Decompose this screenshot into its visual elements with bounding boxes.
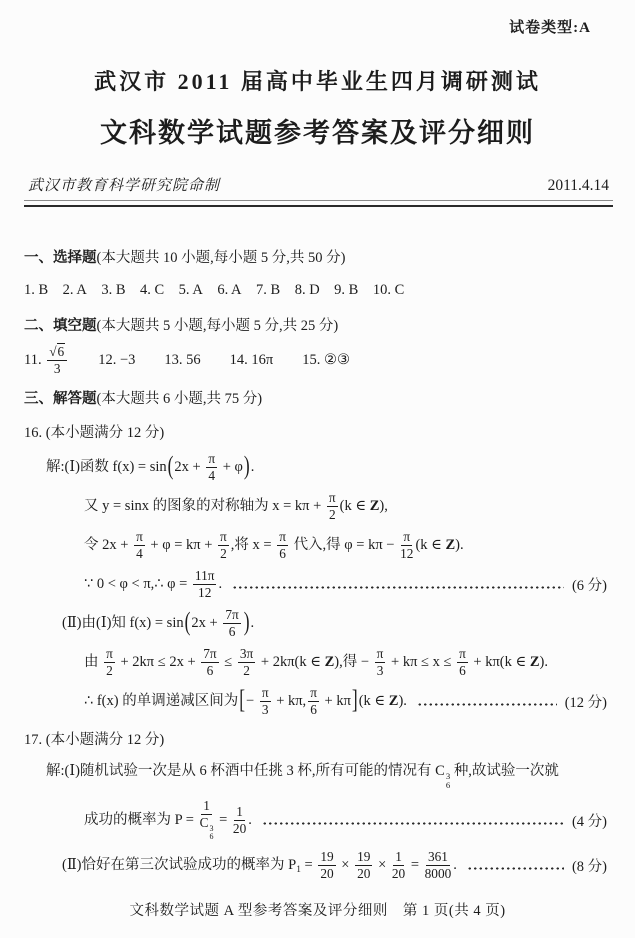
fraction (218, 530, 229, 561)
divider-thin-rule (24, 200, 613, 201)
answer-key-title: 文科数学试题参考答案及评分细则 (100, 118, 535, 148)
answer-line (0, 491, 635, 522)
big-delimiter: ( (167, 449, 174, 480)
dot-leader (467, 866, 564, 871)
numerator: π (279, 529, 286, 544)
line-content: (Ⅱ)由(Ⅰ)知 f(x) = sin(2x + $\frac{7\pi}{6}$ ). (62, 605, 255, 639)
fraction (104, 647, 115, 678)
answer-line (0, 449, 635, 483)
bold-text: 三、解答题 (24, 390, 97, 407)
answer-line (0, 243, 635, 269)
numerator: π (403, 529, 411, 544)
answer-body (0, 243, 635, 881)
line-content: 二、填空题(本大题共 5 小题,每小题 5 分,共 25 分) (24, 317, 339, 334)
line-content: 一、选择题(本大题共 10 小题,每小题 5 分,共 50 分) (24, 249, 346, 266)
numerator: 1 (203, 798, 210, 814)
fraction (193, 569, 217, 600)
answer-line (0, 725, 635, 751)
score-label: (8 分) (571, 859, 607, 876)
fraction (327, 491, 338, 522)
denominator: 20 (232, 821, 247, 837)
bold-text: Z (388, 692, 399, 709)
answer-line (0, 530, 635, 561)
bold-text: Z (324, 653, 335, 670)
issuer-label: 武汉市教育科学研究院命制 (28, 178, 221, 194)
numerator (47, 345, 67, 361)
line-content: 又 y = sinx 的图象的对称轴为 x = kπ + $\frac{\pi}{2}$ (k ∈ Z), (84, 490, 388, 522)
answer-line (0, 311, 635, 337)
subscript: 1 (296, 865, 301, 876)
big-delimiter: ( (184, 605, 191, 636)
numerator: π (208, 451, 216, 466)
fraction (308, 686, 319, 717)
line-content: 16. (本小题满分 12 分) (24, 424, 165, 441)
exam-title: 武汉市 2011 届高中毕业生四月调研测试 (94, 69, 541, 94)
denominator: 20 (357, 866, 371, 882)
bold-text: Z (529, 653, 540, 670)
line-content: 三、解答题(本大题共 6 小题,共 75 分) (24, 390, 263, 407)
score-label: (6 分) (571, 578, 607, 594)
numerator: π (106, 646, 113, 661)
fraction (457, 647, 468, 678)
line-content: (Ⅱ)恰好在第三次试验成功的概率为 $P_1$ = $\frac{19}{20}$ × $\frac{19}{20}$ × $\frac{1}{20}$ = $\frac{361}{8000}$ . (62, 849, 457, 882)
bold-text: 一、选择题 (24, 249, 97, 266)
numerator: 361 (427, 849, 448, 865)
numerator: π (328, 490, 336, 505)
fraction (134, 530, 145, 561)
line-content: 成功的概率为 P = 1 C 3 6 = $\frac{1}{20}$ . (84, 798, 252, 842)
score-label: (4 分) (571, 814, 607, 831)
bold-text: Z (369, 497, 380, 514)
fraction (260, 686, 271, 717)
sup-sub-stack: 3 6 (445, 770, 451, 791)
numerator: π (310, 685, 317, 700)
big-delimiter: ) (243, 605, 250, 636)
denominator: 20 (391, 866, 406, 882)
denominator: 6 (279, 546, 286, 561)
denominator: 2 (220, 546, 227, 561)
fraction (206, 452, 217, 483)
denominator: 3 (376, 663, 384, 678)
line-content: 令 2x + $\frac{\pi}{4}$ + φ = kπ + $\frac{\pi}{2}$ ,将 x = $\frac{\pi}{6}$ 代入,得 φ = kπ − $\frac{\pi}{12}$ (k ∈ Z). (84, 529, 464, 561)
denominator: 2 (106, 663, 113, 678)
dot-leader (417, 702, 557, 707)
bold-text: 二、填空题 (24, 317, 97, 334)
fraction (355, 850, 372, 881)
denominator: C 3 6 (199, 815, 214, 842)
fraction (375, 647, 386, 678)
answer-line (0, 384, 635, 410)
denominator: 4 (208, 468, 216, 483)
fraction (425, 850, 452, 881)
date-label: 2011.4.14 (547, 177, 609, 194)
sup-sub-stack: 3 6 (209, 823, 214, 842)
numerator: π (136, 529, 143, 544)
fraction (238, 647, 255, 678)
denominator: 12 (400, 546, 414, 561)
denominator: 6 (310, 702, 317, 717)
line-content: 由 $\frac{\pi}{2}$ + 2kπ ≤ 2x + $\frac{7\pi}{6}$ ≤ $\frac{3\pi}{2}$ + 2kπ(k ∈ Z),得 − $\frac{\pi}{3}$ + kπ ≤ x ≤ $\frac{\pi}{6}$ + kπ(k ∈ Z). (84, 646, 548, 678)
numerator: π (376, 646, 384, 661)
denominator: 3 (261, 702, 269, 717)
line-content: 1. B 2. A 3. B 4. C 5. A 6. A 7. B 8. D 9. B 10. C (24, 281, 405, 298)
answer-line (0, 345, 635, 376)
big-delimiter: [ (239, 683, 246, 714)
numerator: π (459, 646, 466, 661)
line-content: 解:(Ⅰ)函数 f(x) = sin(2x + $\frac{\pi}{4}$ + φ). (46, 449, 255, 483)
big-delimiter: ) (243, 449, 250, 480)
denominator: 2 (243, 663, 250, 678)
numerator: 11π (194, 568, 215, 583)
denominator: 12 (198, 585, 212, 600)
line-content: ∴ f(x) 的单调递减区间为[− $\frac{\pi}{3}$ + kπ, $\frac{\pi}{6}$ + kπ](k ∈ Z). (84, 683, 407, 717)
answer-line (0, 850, 635, 881)
numerator: 7π (225, 607, 239, 622)
header-divider (24, 200, 613, 207)
fraction (392, 850, 405, 881)
denominator: 4 (136, 546, 143, 561)
denominator: 6 (459, 663, 466, 678)
answer-line (0, 799, 635, 842)
answer-line (0, 418, 635, 444)
line-content: 11. $\frac{√6}{3}$ 12. −3 13. 56 14. 16π 15. ②③ (24, 344, 350, 376)
denominator: 6 (206, 663, 214, 678)
fraction (400, 530, 413, 561)
page-footer: 文科数学试题 A 型参考答案及评分细则 第 1 页(共 4 页) (129, 903, 506, 919)
line-content: 解:(Ⅰ)随机试验一次是从 6 杯酒中任挑 3 杯,所有可能的情况有 C 3 6 种,故试验一次就 (46, 763, 559, 791)
divider-thick-rule (24, 205, 613, 207)
dot-leader (232, 585, 564, 590)
denominator: 6 (228, 624, 236, 639)
answer-line (0, 683, 635, 717)
answer-line (0, 647, 635, 678)
numerator: 3π (239, 646, 254, 661)
answer-line (0, 759, 635, 791)
answer-line (0, 569, 635, 600)
dot-leader (262, 821, 564, 826)
numerator: π (261, 685, 269, 700)
fraction (47, 345, 67, 376)
denominator: 2 (328, 507, 336, 522)
fraction (201, 647, 218, 678)
fraction (318, 850, 335, 881)
paper-type-label: 试卷类型:A (509, 20, 591, 36)
fraction (233, 805, 246, 836)
denominator: 8000 (424, 866, 452, 882)
numerator: 7π (203, 646, 217, 661)
numerator: 1 (236, 804, 243, 820)
denominator: 20 (320, 866, 334, 882)
numerator: 19 (320, 849, 334, 865)
fraction (200, 799, 214, 842)
big-delimiter: ] (351, 683, 358, 714)
issuer-row (28, 174, 609, 195)
sqrt-expression: √6 (49, 344, 65, 359)
answer-line (0, 605, 635, 639)
numerator: 19 (357, 849, 371, 865)
score-label: (12 分) (564, 695, 607, 711)
fraction (277, 530, 288, 561)
line-content: 17. (本小题满分 12 分) (24, 731, 165, 748)
line-content: ∵ 0 < φ < π,∴ φ = $\frac{11\pi}{12}$ . (84, 568, 223, 600)
numerator: π (220, 529, 227, 544)
numerator: 1 (395, 849, 402, 865)
denominator: 3 (53, 361, 61, 376)
fraction (223, 608, 240, 639)
answer-line (0, 277, 635, 303)
bold-text: Z (445, 536, 456, 553)
